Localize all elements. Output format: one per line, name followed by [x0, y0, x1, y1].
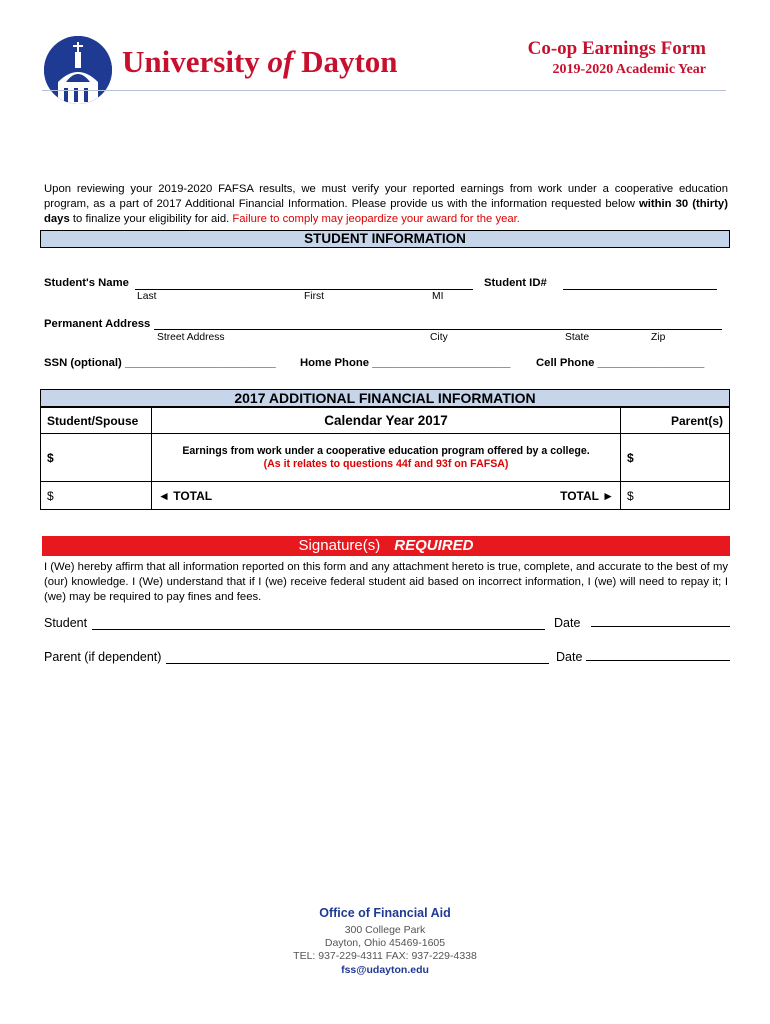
- home-phone-field[interactable]: Home Phone ______________________: [300, 357, 511, 369]
- sub-label-zip: Zip: [651, 332, 666, 343]
- student-id-field[interactable]: [563, 289, 717, 290]
- university-name: [122, 44, 398, 80]
- student-name-field[interactable]: [135, 289, 473, 290]
- office-contact-block: [235, 906, 535, 977]
- address-label: Permanent Address: [44, 318, 151, 330]
- parent-earnings-cell[interactable]: $: [621, 434, 730, 482]
- signature-title: Signature(s): [298, 537, 381, 554]
- signature-header: [42, 536, 730, 556]
- student-name-label: Student's Name: [44, 277, 129, 289]
- earnings-note: (As it relates to questions 44f and 93f on FAFSA): [263, 457, 509, 470]
- parent-date-label: Date: [556, 650, 583, 664]
- address-field[interactable]: [154, 329, 722, 330]
- intro-deadline: within 30 (thirty) days: [44, 198, 728, 225]
- office-address-1: 300 College Park: [344, 924, 426, 936]
- student-signature-label: Student: [44, 616, 88, 630]
- financial-info-header: 2017 ADDITIONAL FINANCIAL INFORMATION: [40, 389, 730, 407]
- student-earnings-cell[interactable]: $: [41, 434, 152, 482]
- student-id-label: Student ID#: [484, 277, 547, 289]
- total-row: [152, 482, 621, 510]
- earnings-text: Earnings from work under a cooperative education program offered by a college.: [182, 444, 590, 457]
- parent-signature-label: Parent (if dependent): [44, 650, 162, 664]
- intro-text-1: Upon reviewing your 2019-2020 FAFSA results, we must verify your reported earnings from work under a cooperative education program, as a part of 2017 Additional Financial Information. Please provide us with the information requested below: [44, 183, 728, 210]
- total-left-label: ◄ TOTAL: [158, 488, 213, 503]
- intro-text-2: to finalize your eligibility for aid.: [69, 213, 233, 225]
- intro-warning: Failure to comply may jeopardize your award for the year.: [232, 213, 520, 225]
- student-date-label: Date: [554, 616, 581, 630]
- university-name-word-2: of: [267, 44, 294, 79]
- financial-table: [40, 407, 730, 510]
- sub-label-mi: MI: [432, 291, 444, 302]
- form-title: Co-op Earnings Form: [527, 38, 706, 59]
- university-name-word-3: Dayton: [301, 44, 398, 79]
- student-date-line[interactable]: [591, 626, 730, 627]
- office-email[interactable]: fss@udayton.edu: [341, 964, 429, 976]
- total-right-label: TOTAL ►: [560, 488, 614, 503]
- earnings-description: [152, 434, 621, 482]
- col-student-spouse: Student/Spouse: [41, 408, 152, 434]
- cell-phone-field[interactable]: Cell Phone _________________: [536, 357, 705, 369]
- sub-label-first: First: [304, 291, 325, 302]
- form-title-block: [528, 38, 706, 78]
- student-total-cell[interactable]: $: [41, 482, 152, 510]
- academic-year: 2019-2020 Academic Year: [552, 62, 706, 77]
- university-seal-logo: [44, 36, 112, 104]
- office-phones: TEL: 937-229-4311 FAX: 937-229-4338: [293, 950, 477, 962]
- col-calendar-year: Calendar Year 2017: [152, 408, 621, 434]
- sub-label-state: State: [565, 332, 590, 343]
- header-divider: [42, 90, 726, 91]
- sub-label-last: Last: [137, 291, 157, 302]
- ssn-field[interactable]: SSN (optional) ________________________: [44, 357, 276, 369]
- intro-paragraph: [44, 182, 728, 227]
- sub-label-street: Street Address: [157, 332, 225, 343]
- office-name: Office of Financial Aid: [319, 906, 451, 920]
- student-info-header: STUDENT INFORMATION: [40, 230, 730, 248]
- sub-label-city: City: [430, 332, 448, 343]
- office-address-2: Dayton, Ohio 45469-1605: [324, 937, 446, 949]
- affirmation-text: I (We) hereby affirm that all information reported on this form and any attachment hereto is true, complete, and accurate to the best of my (our) knowledge. I (We) understand that if I (we) receive federal student aid based on incorrect information, I (we) will need to repay it; I (we) may be required to pay fines and fees.: [44, 561, 729, 603]
- parent-date-line[interactable]: [586, 660, 730, 661]
- student-signature-line[interactable]: [92, 629, 545, 630]
- col-parents: Parent(s): [621, 408, 730, 434]
- university-name-word-1: University: [122, 44, 260, 79]
- parent-total-cell[interactable]: $: [621, 482, 730, 510]
- signature-required: REQUIRED: [394, 537, 474, 554]
- parent-signature-line[interactable]: [166, 663, 549, 664]
